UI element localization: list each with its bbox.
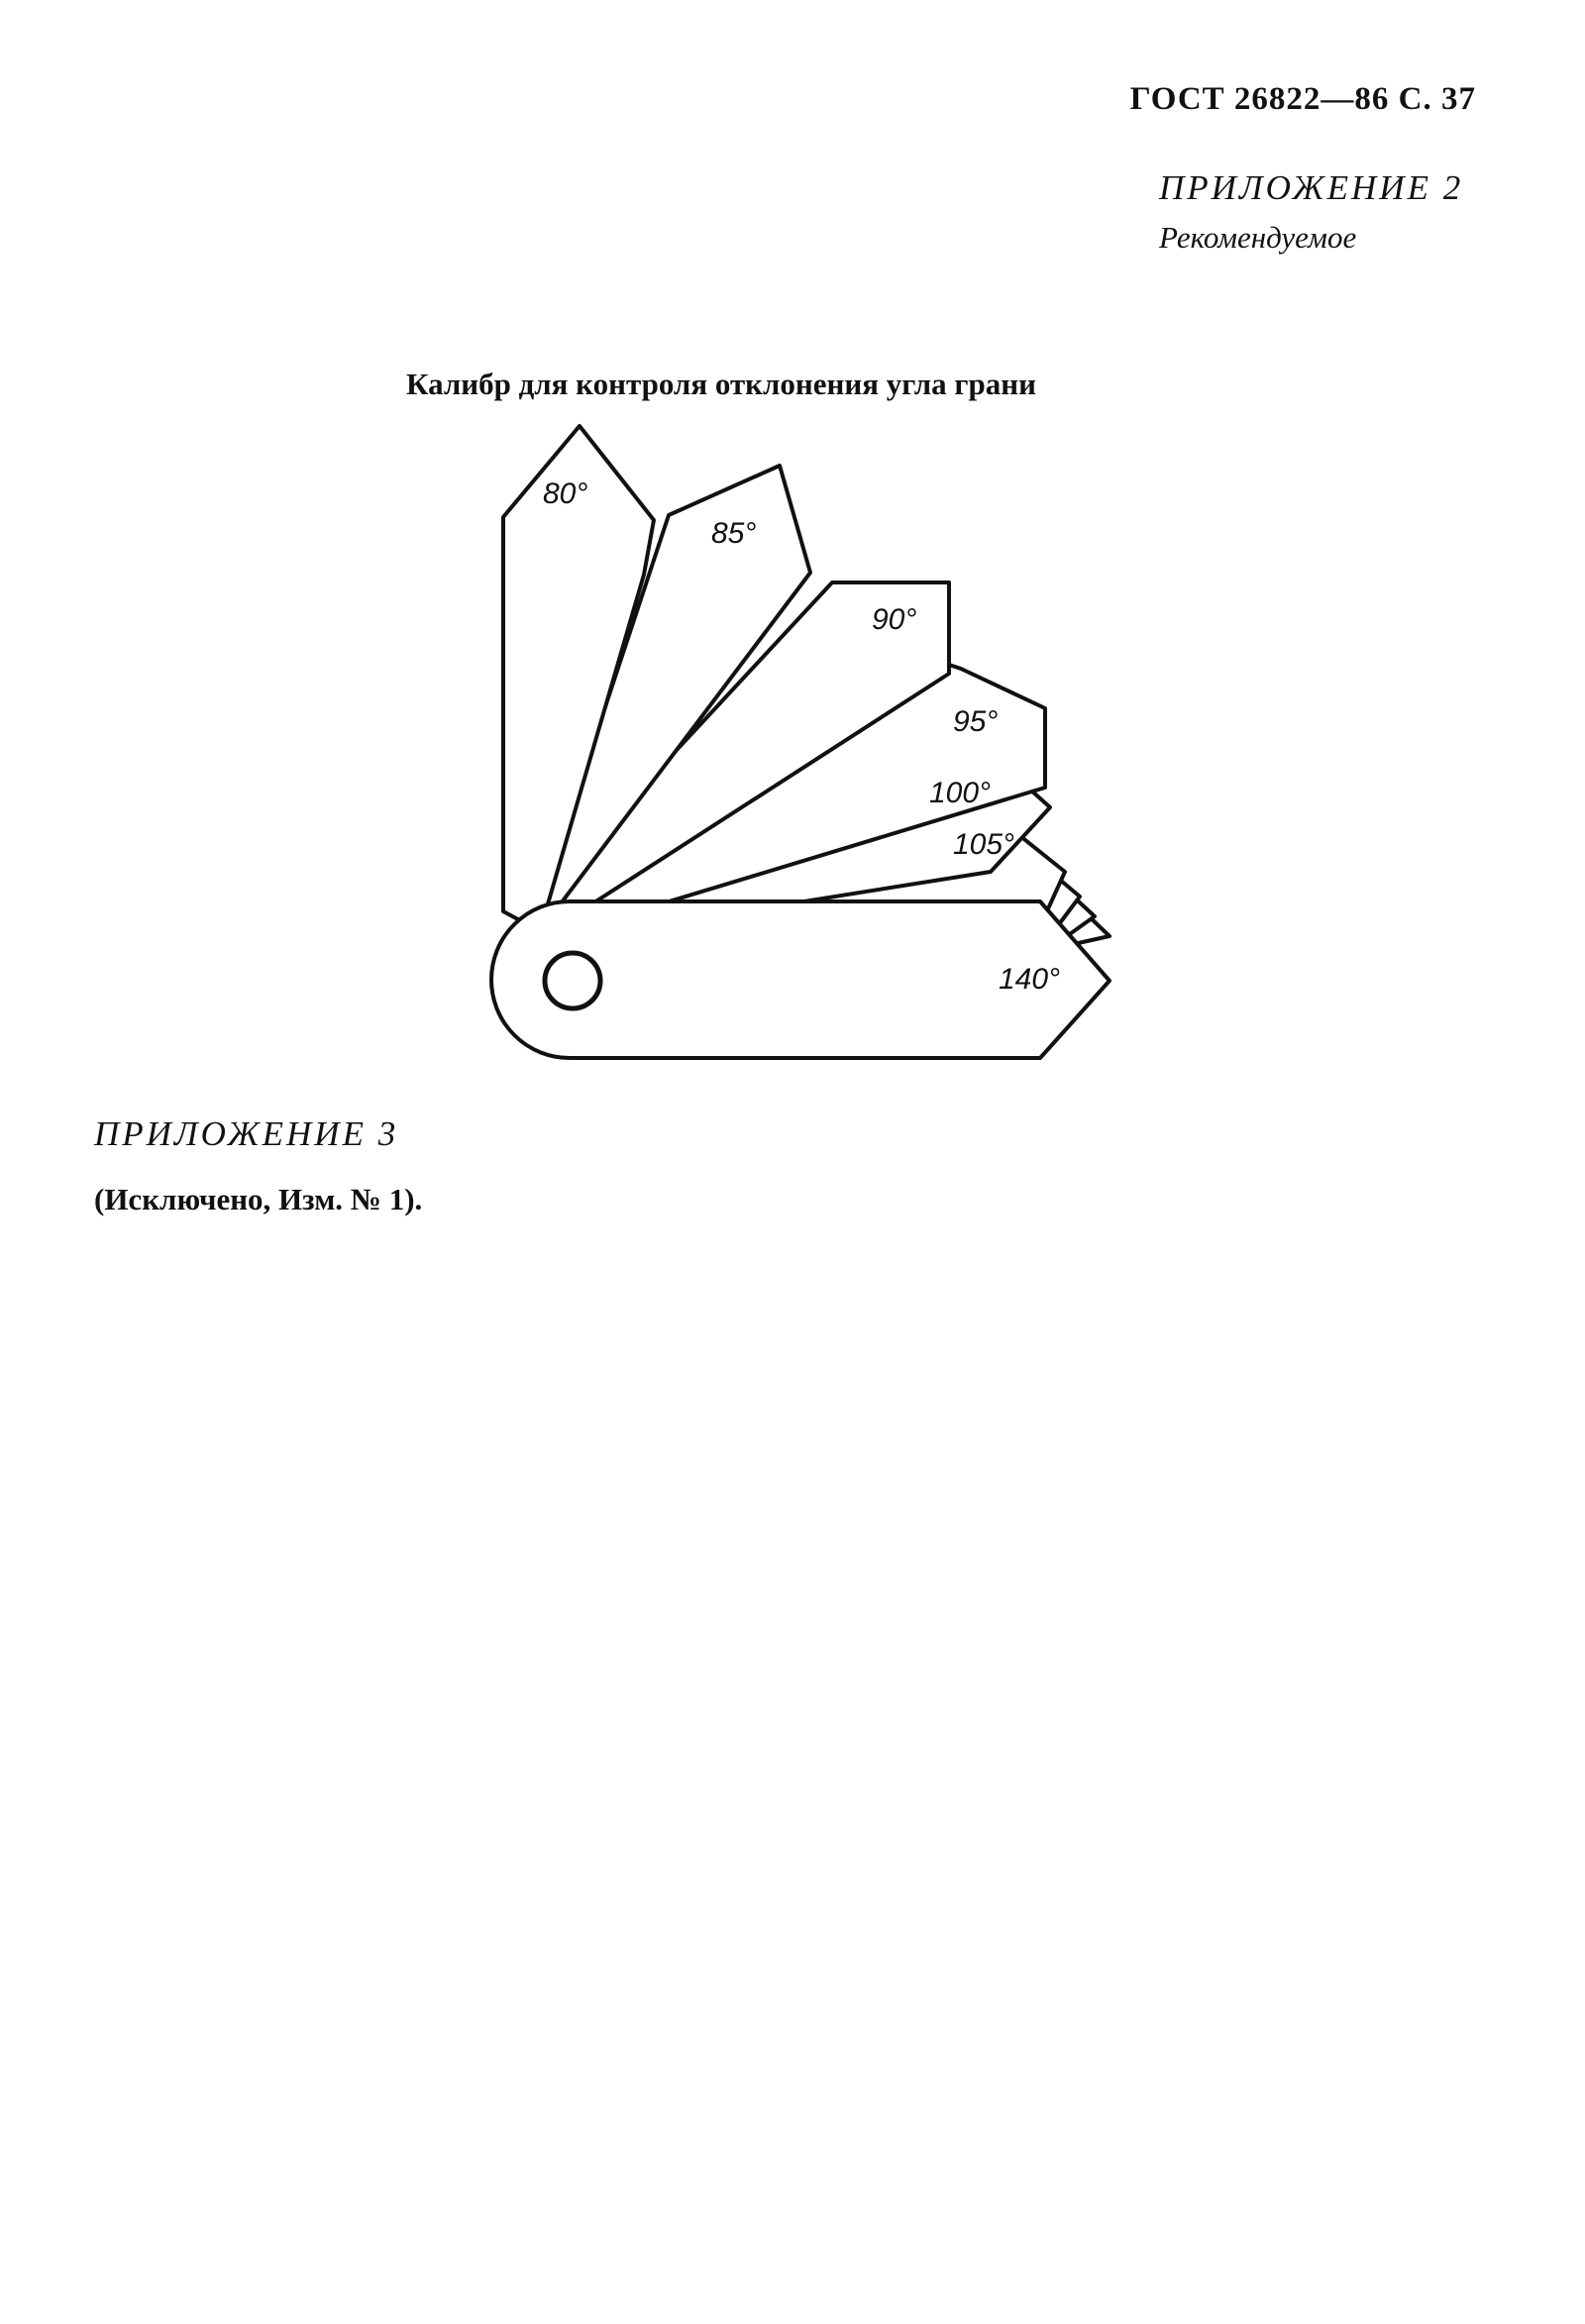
blade-label-80: 80°	[543, 477, 588, 510]
blade-label-100: 100°	[929, 777, 992, 809]
blade-label-90: 90°	[872, 603, 917, 636]
appendix-2-subtitle: Рекомендуемое	[1159, 220, 1357, 255]
angle-gauge-drawing	[0, 0, 1585, 1109]
appendix-3-title: ПРИЛОЖЕНИЕ 3	[94, 1114, 399, 1153]
pivot-hole	[545, 953, 600, 1008]
appendix-3-note: (Исключено, Изм. № 1).	[94, 1182, 423, 1216]
angle-gauge-figure	[0, 0, 1585, 1109]
blade-label-140: 140°	[999, 963, 1061, 996]
page-header: ГОСТ 26822—86 С. 37	[1129, 81, 1476, 117]
blade-label-95: 95°	[953, 705, 999, 738]
blade-label-105: 105°	[953, 828, 1015, 861]
blade-label-85: 85°	[711, 517, 757, 550]
appendix-2-title: ПРИЛОЖЕНИЕ 2	[1159, 168, 1464, 207]
figure-caption: Калибр для контроля отклонения угла грани	[406, 367, 1036, 401]
